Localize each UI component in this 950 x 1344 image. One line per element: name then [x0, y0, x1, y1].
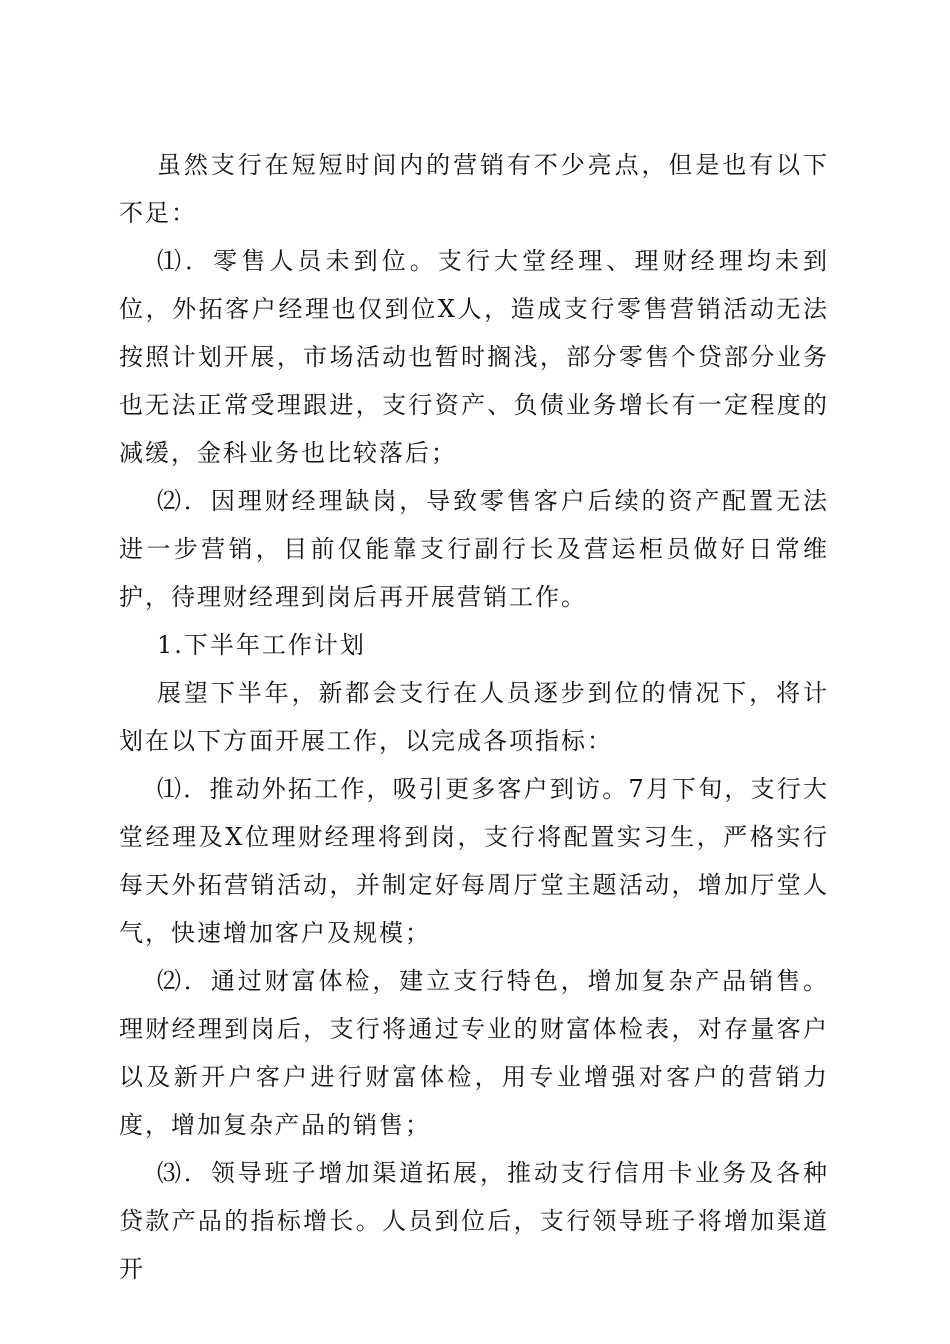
paragraph-shortcoming-2: ⑵．因理财经理缺岗，导致零售客户后续的资产配置无法进一步营销，目前仅能靠支行副行长及营运柜员做好日常维护，待理财经理到岗后再开展营销工作。: [119, 487, 829, 611]
paragraph-shortcoming-1: ⑴．零售人员未到位。支行大堂经理、理财经理均未到位，外拓客户经理也仅到位X人，造成支行零售营销活动无法按照计划开展，市场活动也暂时搁浅，部分零售个贷部分业务也无法正常受理跟进，支行资产、负债业务增长有一定程度的减缓，金科业务也比较落后；: [119, 247, 829, 467]
paragraph-plan-2: ⑵．通过财富体检，建立支行特色，增加复杂产品销售。理财经理到岗后，支行将通过专业的财富体检表，对存量客户以及新开户客户进行财富体检，用专业增强对客户的营销力度，增加复杂产品的销售；: [119, 967, 829, 1139]
paragraph-plan-3: ⑶．领导班子增加渠道拓展，推动支行信用卡业务及各种贷款产品的指标增长。人员到位后，支行领导班子将增加渠道开: [119, 1159, 829, 1283]
paragraph-plan-intro: 展望下半年，新都会支行在人员逐步到位的情况下，将计划在以下方面开展工作，以完成各项指标：: [119, 679, 829, 755]
paragraph-plan-1: ⑴．推动外拓工作，吸引更多客户到访。7月下旬，支行大堂经理及X位理财经理将到岗，支行将配置实习生，严格实行每天外拓营销活动，并制定好每周厅堂主题活动，增加厅堂人气，快速增加客户及规模；: [119, 775, 829, 947]
section-heading-plan: 1.下半年工作计划: [157, 631, 366, 659]
paragraph-shortcomings-intro: 虽然支行在短短时间内的营销有不少亮点，但是也有以下不足：: [119, 151, 829, 227]
document-body: [119, 141, 829, 1293]
